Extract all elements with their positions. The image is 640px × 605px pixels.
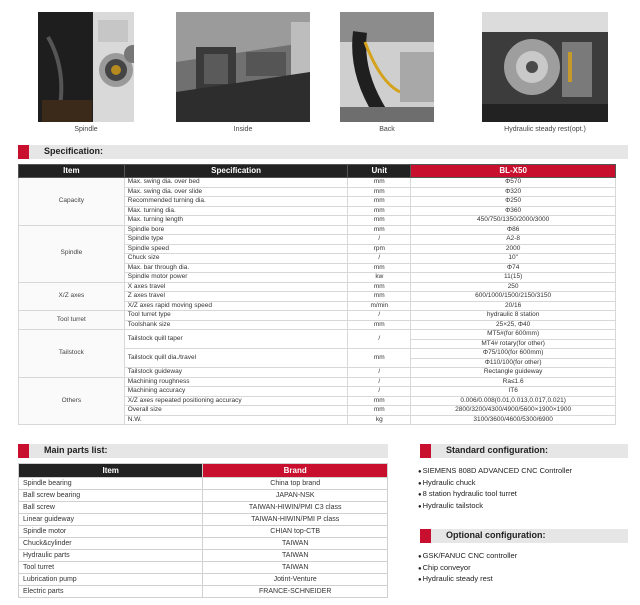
spec-name: X/Z axes rapid moving speed — [124, 301, 348, 311]
photo-caption: Hydraulic steady rest(opt.) — [504, 126, 586, 133]
spec-name: Tool turret type — [124, 311, 348, 321]
config-item: ● Chip conveyor — [418, 563, 517, 575]
spec-unit: mm — [348, 187, 411, 197]
spec-category: Tool turret — [19, 311, 125, 330]
parts-row — [19, 526, 388, 538]
part-brand: TAIWAN — [203, 562, 388, 574]
spec-unit: mm — [348, 263, 411, 273]
part-brand: TAIWAN-HIWIN/PMI P class — [203, 514, 388, 526]
spec-name: Tailstock quill taper — [124, 330, 348, 349]
parts-row — [19, 514, 388, 526]
spec-name: Spindle motor power — [124, 273, 348, 283]
column-header-model: BL-X50 — [411, 165, 616, 178]
photo-caption: Back — [379, 126, 395, 133]
spec-row — [19, 311, 616, 321]
section-marker — [420, 444, 431, 458]
spec-name: Max. turning length — [124, 216, 348, 226]
spec-unit: mm — [348, 216, 411, 226]
column-header-brand: Brand — [203, 464, 388, 478]
spec-unit: mm — [348, 197, 411, 207]
spec-value: 2800/3200/4300/4900/5600×1900×1900 — [411, 406, 616, 416]
spec-unit: / — [348, 387, 411, 397]
part-item: Tool turret — [19, 562, 203, 574]
spec-value: Φ570 — [411, 178, 616, 188]
spec-value: 25×25, Φ40 — [411, 320, 616, 330]
back-photo — [340, 12, 434, 122]
parts-row — [19, 550, 388, 562]
column-header-item: Item — [19, 165, 125, 178]
steady-rest-photo — [482, 12, 608, 122]
spec-value: 10" — [411, 254, 616, 264]
spec-name: Machining accuracy — [124, 387, 348, 397]
config-item: ● SIEMENS 808D ADVANCED CNC Controller — [418, 466, 572, 478]
spec-name: Max. swing dia. over slide — [124, 187, 348, 197]
spec-name: Spindle speed — [124, 244, 348, 254]
part-item: Spindle motor — [19, 526, 203, 538]
spec-value: 0.006/0.008(0.01,0.013,0.017,0.021) — [411, 396, 616, 406]
spec-value: Rectangle guideway — [411, 368, 616, 378]
spec-name: N.W. — [124, 415, 348, 425]
spindle-photo — [38, 12, 134, 122]
spec-row — [19, 225, 616, 235]
spec-value: 11(15) — [411, 273, 616, 283]
part-brand: JAPAN-NSK — [203, 490, 388, 502]
config-item: ● GSK/FANUC CNC controller — [418, 551, 517, 563]
spec-unit: / — [348, 254, 411, 264]
spec-value: IT6 — [411, 387, 616, 397]
optional-config-section-header — [420, 529, 628, 543]
spec-unit: / — [348, 368, 411, 378]
section-title: Specification: — [44, 146, 104, 156]
spec-name: Tailstock guideway — [124, 368, 348, 378]
spec-name: Max. turning dia. — [124, 206, 348, 216]
spec-unit: m/min — [348, 301, 411, 311]
part-brand: China top brand — [203, 478, 388, 490]
parts-row — [19, 490, 388, 502]
photo-caption: Inside — [233, 126, 253, 133]
parts-row — [19, 586, 388, 598]
specification-table — [18, 164, 616, 425]
spec-unit: mm — [348, 406, 411, 416]
spec-unit: mm — [348, 349, 411, 368]
spec-unit: mm — [348, 178, 411, 188]
part-brand: CHIAN top-CTB — [203, 526, 388, 538]
part-item: Ball screw — [19, 502, 203, 514]
main-parts-table — [18, 463, 388, 598]
spec-name: Recommended turning dia. — [124, 197, 348, 207]
spec-unit: / — [348, 235, 411, 245]
spec-value: Φ74 — [411, 263, 616, 273]
parts-row — [19, 478, 388, 490]
spec-value: Ra≤1.6 — [411, 377, 616, 387]
spec-name: X axes travel — [124, 282, 348, 292]
part-item: Linear guideway — [19, 514, 203, 526]
spec-name: Spindle type — [124, 235, 348, 245]
section-marker — [18, 444, 29, 458]
part-item: Hydraulic parts — [19, 550, 203, 562]
optional-config-list — [418, 551, 517, 586]
spec-unit: mm — [348, 292, 411, 302]
part-item: Chuck&cylinder — [19, 538, 203, 550]
spec-unit: / — [348, 311, 411, 321]
spec-value: 2000 — [411, 244, 616, 254]
spec-unit: kw — [348, 273, 411, 283]
spec-value: Φ75/100(for 600mm) — [411, 349, 616, 359]
spec-name: Overall size — [124, 406, 348, 416]
spec-name: Machining roughness — [124, 377, 348, 387]
spec-category: X/Z axes — [19, 282, 125, 311]
spec-category: Tailstock — [19, 330, 125, 378]
specification-section-header — [18, 145, 628, 159]
part-brand: Jotint-Venture — [203, 574, 388, 586]
spec-unit: mm — [348, 225, 411, 235]
parts-row — [19, 502, 388, 514]
spec-unit: kg — [348, 415, 411, 425]
spec-category: Spindle — [19, 225, 125, 282]
spec-category: Others — [19, 377, 125, 425]
spec-name: Toolshank size — [124, 320, 348, 330]
part-item: Lubrication pump — [19, 574, 203, 586]
column-header-item: Item — [19, 464, 203, 478]
spec-value: Φ320 — [411, 187, 616, 197]
spec-name: X/Z axes repeated positioning accuracy — [124, 396, 348, 406]
spec-unit: mm — [348, 396, 411, 406]
section-marker — [18, 145, 29, 159]
spec-value: 20/16 — [411, 301, 616, 311]
spec-value: Φ360 — [411, 206, 616, 216]
spec-name: Tailstock quill dia./travel — [124, 349, 348, 368]
spec-name: Z axes travel — [124, 292, 348, 302]
section-title: Main parts list: — [44, 445, 108, 455]
spec-unit: mm — [348, 206, 411, 216]
spec-name: Chuck size — [124, 254, 348, 264]
spec-name: Spindle bore — [124, 225, 348, 235]
spec-value: Φ86 — [411, 225, 616, 235]
section-title: Standard configuration: — [446, 445, 548, 455]
spec-value: Φ250 — [411, 197, 616, 207]
spec-value: 250 — [411, 282, 616, 292]
spec-value: A2-8 — [411, 235, 616, 245]
section-marker — [420, 529, 431, 543]
column-header-unit: Unit — [348, 165, 411, 178]
spec-value: 600/1000/1500/2150/3150 — [411, 292, 616, 302]
spec-row — [19, 282, 616, 292]
config-item: ● Hydraulic tailstock — [418, 501, 572, 513]
section-title: Optional configuration: — [446, 530, 546, 540]
inside-photo — [176, 12, 310, 122]
spec-category: Capacity — [19, 178, 125, 226]
spec-row — [19, 178, 616, 188]
spec-name: Max. swing dia. over bed — [124, 178, 348, 188]
spec-value: hydraulic 8 station — [411, 311, 616, 321]
part-brand: TAIWAN — [203, 538, 388, 550]
spec-unit: mm — [348, 320, 411, 330]
spec-value: 3100/3600/4600/5300/6900 — [411, 415, 616, 425]
config-item: ● Hydraulic steady rest — [418, 574, 517, 586]
part-brand: TAIWAN — [203, 550, 388, 562]
spec-unit: / — [348, 330, 411, 349]
spec-value: 450/750/1350/2000/3000 — [411, 216, 616, 226]
spec-unit: rpm — [348, 244, 411, 254]
spec-value: MT5#(for 600mm) — [411, 330, 616, 340]
parts-row — [19, 574, 388, 586]
part-item: Spindle bearing — [19, 478, 203, 490]
part-item: Ball screw bearing — [19, 490, 203, 502]
part-brand: TAIWAN-HIWIN/PMI C3 class — [203, 502, 388, 514]
part-brand: FRANCE-SCHNEIDER — [203, 586, 388, 598]
parts-row — [19, 538, 388, 550]
parts-row — [19, 562, 388, 574]
column-header-specification: Specification — [124, 165, 348, 178]
standard-config-list — [418, 466, 572, 512]
part-item: Electric parts — [19, 586, 203, 598]
spec-value: MT4# rotary(for other) — [411, 339, 616, 349]
photo-caption: Spindle — [74, 126, 98, 133]
standard-config-section-header — [420, 444, 628, 458]
config-item: ● Hydraulic chuck — [418, 478, 572, 490]
spec-name: Max. bar through dia. — [124, 263, 348, 273]
spec-row — [19, 377, 616, 387]
spec-value: Φ110/100(for other) — [411, 358, 616, 368]
main-parts-section-header — [18, 444, 388, 458]
spec-unit: / — [348, 377, 411, 387]
config-item: ● 8 station hydraulic tool turret — [418, 489, 572, 501]
spec-row — [19, 330, 616, 340]
spec-unit: mm — [348, 282, 411, 292]
